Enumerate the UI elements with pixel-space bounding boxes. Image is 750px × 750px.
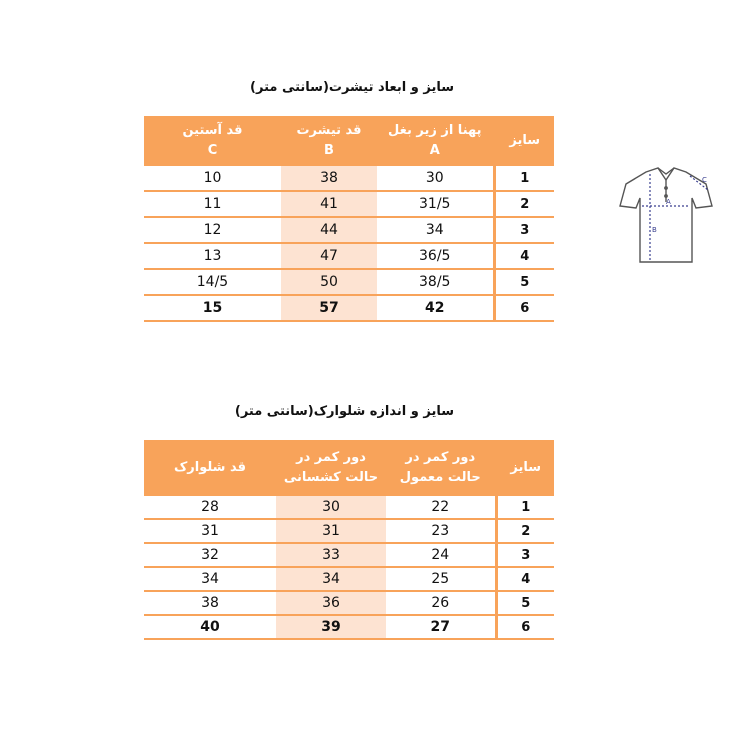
shirt-size-table [144, 116, 554, 322]
polo-shirt-measurement-icon [606, 162, 718, 270]
value-cell: 11 [144, 191, 281, 217]
shirt-header-row [144, 116, 554, 166]
pants-header-length [144, 440, 276, 496]
value-cell: 32 [144, 543, 276, 567]
value-cell: 26 [386, 591, 496, 615]
value-cell: 22 [386, 496, 496, 519]
size-cell: 2 [494, 191, 554, 217]
value-cell: 24 [386, 543, 496, 567]
value-cell: 30 [276, 496, 386, 519]
size-cell: 2 [496, 519, 554, 543]
shirt-header-width [377, 116, 494, 166]
table-row [144, 295, 554, 321]
value-cell: 23 [386, 519, 496, 543]
pants-table-title: سایز و اندازه شلوارک(سانتی متر) [234, 404, 454, 419]
size-cell: 6 [494, 295, 554, 321]
value-cell: 36/5 [377, 243, 494, 269]
label-c: C [702, 176, 707, 184]
pants-header-size [496, 440, 554, 496]
value-cell: 14/5 [144, 269, 281, 295]
value-cell: 47 [281, 243, 377, 269]
size-cell: 1 [494, 166, 554, 191]
table-row [144, 269, 554, 295]
value-cell: 28 [144, 496, 276, 519]
shirt-header-size [494, 116, 554, 166]
table-row [144, 567, 554, 591]
size-cell: 4 [494, 243, 554, 269]
shirt-outline [620, 168, 712, 262]
size-cell: 5 [494, 269, 554, 295]
value-cell: 50 [281, 269, 377, 295]
pants-header-waist-stretched [276, 440, 386, 496]
shorts-size-table [144, 440, 554, 640]
value-cell: 33 [276, 543, 386, 567]
value-cell: 10 [144, 166, 281, 191]
header-label: قد شلوارک [173, 460, 247, 475]
header-letter: C [207, 143, 218, 158]
value-cell: 31 [144, 519, 276, 543]
table-row [144, 543, 554, 567]
header-label: قد آستین [182, 123, 243, 138]
value-cell: 36 [276, 591, 386, 615]
value-cell: 41 [281, 191, 377, 217]
table-row [144, 591, 554, 615]
measure-lines [642, 174, 708, 260]
value-cell: 38/5 [377, 269, 494, 295]
table-row [144, 191, 554, 217]
header-label: دور کمر در [296, 450, 366, 465]
size-cell: 6 [496, 615, 554, 639]
header-label: قد تیشرت [296, 123, 362, 138]
value-cell: 30 [377, 166, 494, 191]
value-cell: 44 [281, 217, 377, 243]
value-cell: 39 [276, 615, 386, 639]
size-cell: 4 [496, 567, 554, 591]
table-row [144, 243, 554, 269]
table-row [144, 166, 554, 191]
size-cell: 5 [496, 591, 554, 615]
header-label: سایز [510, 460, 542, 475]
value-cell: 34 [276, 567, 386, 591]
value-cell: 27 [386, 615, 496, 639]
header-label-line2: حالت کشسانی [283, 470, 379, 485]
size-cell: 1 [496, 496, 554, 519]
header-label: پهنا از زیر بغل [388, 123, 482, 138]
value-cell: 12 [144, 217, 281, 243]
header-letter: A [429, 143, 440, 158]
size-cell: 3 [496, 543, 554, 567]
header-label-line2: حالت معمول [399, 470, 481, 485]
table-row [144, 615, 554, 639]
value-cell: 42 [377, 295, 494, 321]
pants-header-waist-normal [386, 440, 496, 496]
header-letter: B [324, 143, 334, 158]
value-cell: 15 [144, 295, 281, 321]
shirt-table-title: سایز و ابعاد تیشرت(سانتی متر) [250, 80, 454, 95]
value-cell: 38 [144, 591, 276, 615]
size-cell: 3 [494, 217, 554, 243]
value-cell: 34 [377, 217, 494, 243]
header-label: دور کمر در [405, 450, 476, 465]
shirt-header-length [281, 116, 377, 166]
table-row [144, 519, 554, 543]
value-cell: 38 [281, 166, 377, 191]
shirt-header-sleeve [144, 116, 281, 166]
label-a: A [666, 198, 671, 206]
value-cell: 31/5 [377, 191, 494, 217]
value-cell: 13 [144, 243, 281, 269]
pants-header-row [144, 440, 554, 496]
value-cell: 31 [276, 519, 386, 543]
label-b: B [652, 226, 657, 234]
table-row [144, 217, 554, 243]
header-label: سایز [509, 133, 541, 148]
table-row [144, 496, 554, 519]
value-cell: 40 [144, 615, 276, 639]
value-cell: 34 [144, 567, 276, 591]
value-cell: 25 [386, 567, 496, 591]
value-cell: 57 [281, 295, 377, 321]
